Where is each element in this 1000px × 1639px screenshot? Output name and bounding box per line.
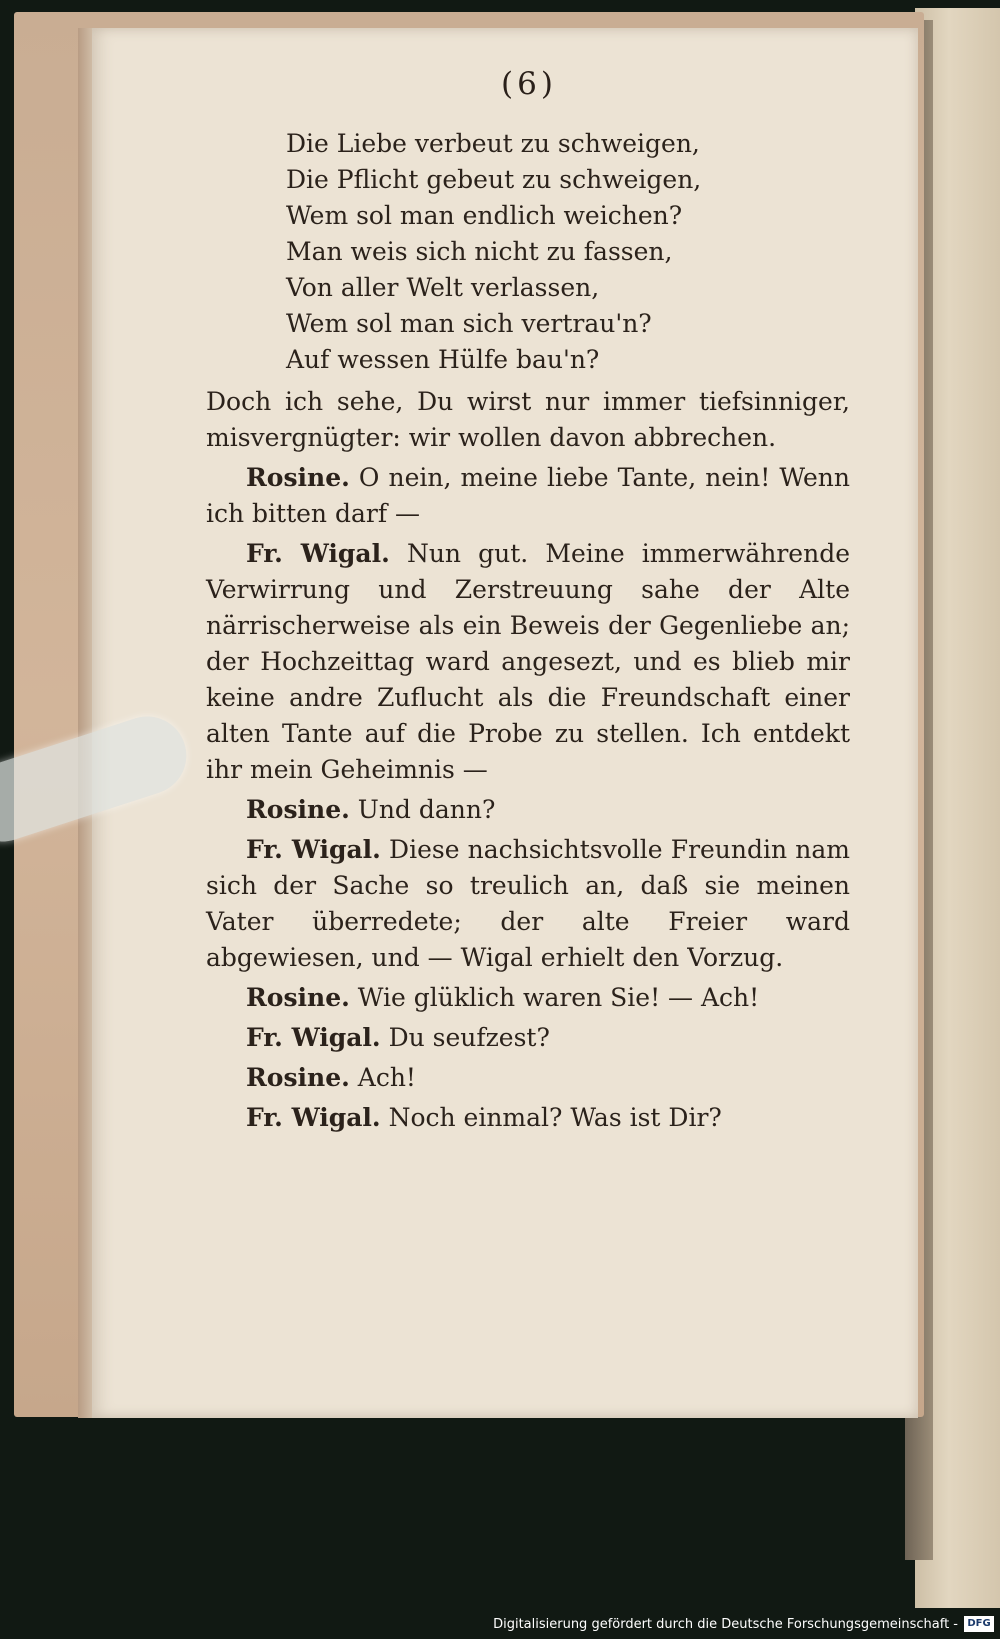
paragraph [206, 384, 850, 456]
verse-line: Man weis sich nicht zu fassen, [286, 237, 673, 266]
dialogue-text: Noch einmal? Was ist Dir? [388, 1103, 722, 1132]
speaker-name: Rosine. [246, 983, 350, 1012]
speaker-name: Fr. Wigal. [246, 835, 381, 864]
speaker-name: Fr. Wigal. [246, 1103, 381, 1132]
speaker-name: Rosine. [246, 795, 350, 824]
page-number: (6) [501, 66, 557, 102]
speaker-name: Rosine. [246, 1063, 350, 1092]
dialogue-paragraph [206, 832, 850, 976]
dialogue-paragraph [206, 1060, 850, 1096]
verse-line: Wem sol man sich vertrau'n? [286, 309, 652, 338]
dialogue-text: Nun gut. Meine immerwährende Verwirrung und Zerstreuung sahe der Alte närrischerweise als ein Beweis der Gegenliebe an; der Hochzeittag ward angesezt, und es blieb mir keine andre Zuflucht als die Freundschaft einer alten Tante auf die Probe zu stellen. Ich entdekt ihr mein Geheimnis — [206, 539, 850, 784]
dialogue-paragraph [206, 1100, 850, 1136]
verse-line: Von aller Welt verlassen, [286, 273, 600, 302]
page-text [206, 126, 850, 1140]
dialogue-text: O nein, meine liebe Tante, nein! Wenn ich bitten darf — [206, 463, 850, 528]
speaker-name: Fr. Wigal. [246, 539, 390, 568]
dialogue-text: Du seufzest? [388, 1023, 550, 1052]
speaker-name: Rosine. [246, 463, 350, 492]
verse-line: Die Liebe verbeut zu schweigen, [286, 129, 700, 158]
verse-line: Wem sol man endlich weichen? [286, 201, 683, 230]
prose-block [206, 384, 850, 1136]
verse-line: Die Pflicht gebeut zu schweigen, [286, 165, 702, 194]
dialogue-text: Ach! [357, 1063, 416, 1092]
dialogue-paragraph [206, 1020, 850, 1056]
dfg-logo-icon: DFG [964, 1616, 994, 1632]
dialogue-text: Diese nachsichtsvolle Freundin nam sich der Sache so treulich an, daß sie meinen Vater überredete; der alte Freier ward abgewiesen, und — Wigal erhielt den Vorzug. [206, 835, 851, 972]
dialogue-paragraph [206, 460, 850, 532]
dialogue-text: Und dann? [357, 795, 496, 824]
speaker-name: Fr. Wigal. [246, 1023, 381, 1052]
dialogue-paragraph [206, 536, 850, 788]
dialogue-text: Wie glüklich waren Sie! — Ach! [357, 983, 760, 1012]
verse-line: Auf wessen Hülfe bau'n? [286, 345, 600, 374]
verse-block [206, 126, 850, 378]
dialogue-paragraph [206, 980, 850, 1016]
dialogue-paragraph [206, 792, 850, 828]
paragraph-text: Doch ich sehe, Du wirst nur immer tiefsinniger, misvergnügter: wir wollen davon abbrechen. [206, 387, 850, 452]
digitization-credit: Digitalisierung gefördert durch die Deutsche Forschungsgemeinschaft - [493, 1617, 958, 1632]
